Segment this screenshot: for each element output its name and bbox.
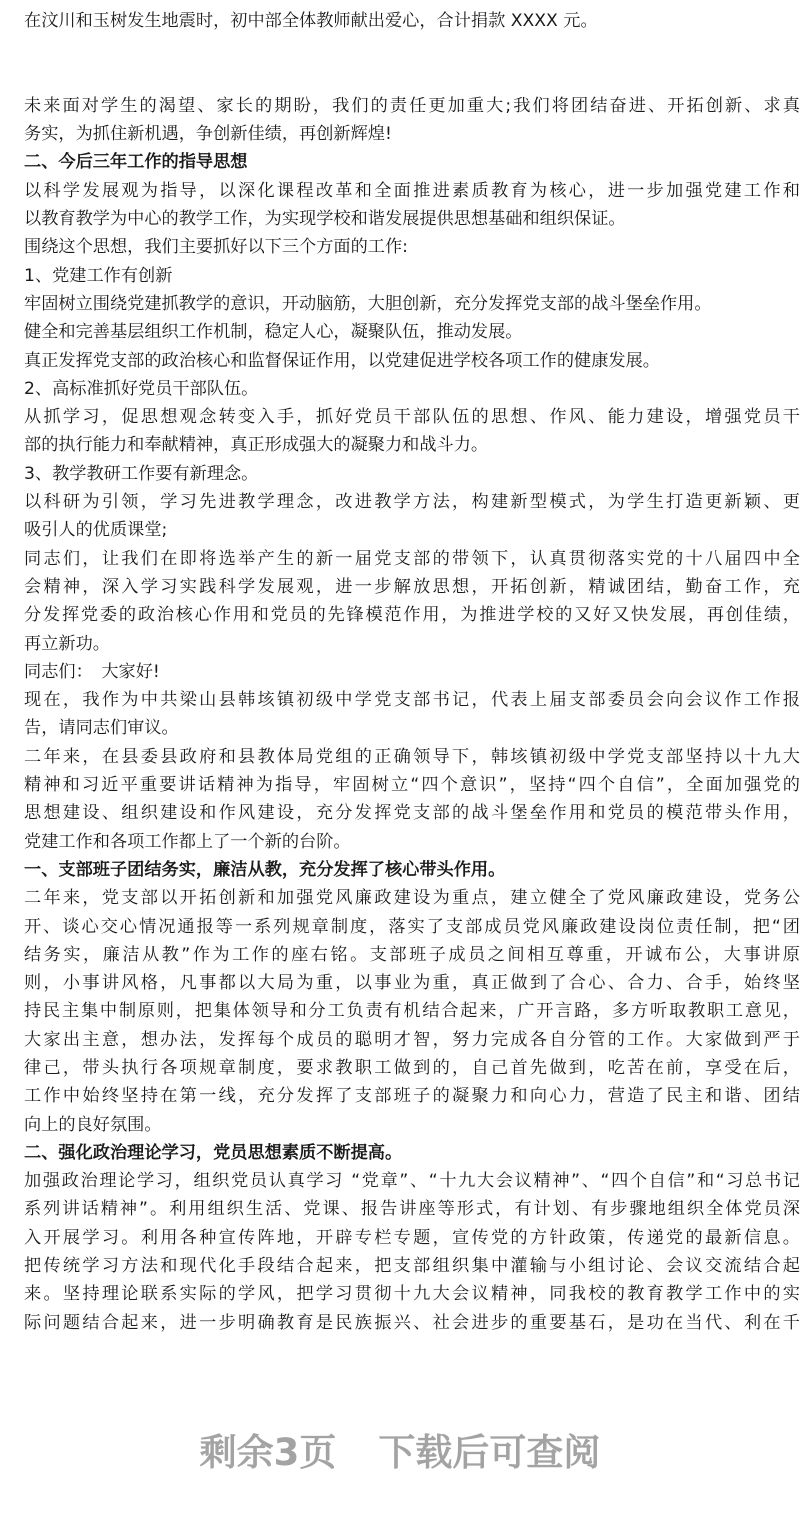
text-line: 现在，我作为中共梁山县韩垓镇初级中学党支部书记，代表上届支部委员会向会议作工作报: [24, 690, 800, 711]
text-line: 则，小事讲风格，凡事都以大局为重，以事业为重，真正做到了合心、合力、合手，始终坚: [24, 973, 800, 994]
text-line: 系列讲话精神”。利用组织生活、党课、报告讲座等形式，有计划、有步骤地组织全体党员深: [24, 1199, 800, 1220]
blank-line: [24, 35, 800, 63]
text-line: 以科研为引领，学习先进教学理念，改进教学方法，构建新型模式，为学生打造更新颖、更: [24, 492, 800, 513]
text-line: 加强政治理论学习，组织党员认真学习 “党章”、“十九大会议精神”、“四个自信”和“习总书记: [24, 1171, 800, 1192]
text-line: 1、党建工作有创新: [24, 265, 173, 286]
text-line: 健全和完善基层组织工作机制，稳定人心，凝聚队伍，推动发展。: [24, 322, 523, 343]
text-line: 从抓学习，促思想观念转变入手，抓好党员干部队伍的思想、作风、能力建设，增强党员干: [24, 407, 800, 428]
text-line: 来。坚持理论联系实际的学风，把学习贯彻十九大会议精神，同我校的教育教学工作中的实: [24, 1284, 800, 1305]
text-line: 结务实，廉洁从教”作为工作的座右铭。支部班子成员之间相互尊重，开诚布公，大事讲原: [24, 944, 800, 965]
text-line: 未来面对学生的渴望、家长的期盼，我们的责任更加重大;我们将团结奋进、开拓创新、求真: [24, 95, 800, 116]
text-line: 开、谈心交心情况通报等一系列规章制度，落实了支部成员党风廉政建设岗位责任制，把“团: [24, 916, 800, 937]
text-line: 际问题结合起来，进一步明确教育是民族振兴、社会进步的重要基石，是功在当代、利在千: [24, 1312, 800, 1333]
text-line: 再立新功。: [24, 633, 110, 654]
section-heading: 一、支部班子团结务实，廉洁从教，充分发挥了核心带头作用。: [24, 859, 506, 880]
document-body: [24, 7, 800, 1337]
download-prompt[interactable]: [0, 1422, 800, 1476]
text-line: 工作中始终坚持在第一线，充分发挥了支部班子的凝聚力和向心力，营造了民主和谐、团结: [24, 1086, 800, 1107]
text-line: 入开展学习。利用各种宣传阵地，开辟专栏专题，宣传党的方针政策，传递党的最新信息。: [24, 1227, 800, 1248]
download-to-view-label: 下载后可查阅: [378, 1431, 601, 1474]
text-line: 分发挥党委的政治核心作用和党员的先锋模范作用，为推进学校的又好又快发展，再创佳绩，: [24, 605, 800, 626]
text-line: 律己，带头执行各项规章制度，要求教职工做到的，自己首先做到，吃苦在前，享受在后，: [24, 1057, 800, 1078]
text-line: 围绕这个思想，我们主要抓好以下三个方面的工作:: [24, 237, 408, 258]
text-line: 部的执行能力和奉献精神，真正形成强大的凝聚力和战斗力。: [24, 435, 489, 456]
text-line: 会精神，深入学习实践科学发展观，进一步解放思想，开拓创新，精诚团结，勤奋工作，充: [24, 576, 800, 597]
text-line: 精神和习近平重要讲话精神为指导，牢固树立“四个意识”，坚持“四个自信”，全面加强党的: [24, 775, 800, 796]
text-line: 向上的良好氛围。: [24, 1114, 162, 1135]
remaining-pages-label: 剩余3页: [199, 1431, 337, 1474]
text-line: 二年来，党支部以开拓创新和加强党风廉政建设为重点，建立健全了党风廉政建设，党务公: [24, 888, 800, 909]
section-heading: 二、强化政治理论学习，党员思想素质不断提高。: [24, 1142, 403, 1163]
text-line: 二年来，在县委县政府和县教体局党组的正确领导下，韩垓镇初级中学党支部坚持以十九大: [24, 746, 800, 767]
blank-line: [24, 64, 800, 92]
text-line: 大家出主意，想办法，发挥每个成员的聪明才智，努力完成各自分管的工作。大家做到严于: [24, 1029, 800, 1050]
text-line: 以教育教学为中心的教学工作，为实现学校和谐发展提供思想基础和组织保证。: [24, 209, 626, 230]
text-line: 告，请同志们审议。: [24, 718, 179, 739]
text-line: 牢固树立围绕党建抓教学的意识，开动脑筋，大胆创新，充分发挥党支部的战斗堡垒作用。: [24, 293, 712, 314]
text-line: 同志们，让我们在即将选举产生的新一届党支部的带领下，认真贯彻落实党的十八届四中全: [24, 548, 800, 569]
text-line: 真正发挥党支部的政治核心和监督保证作用，以党建促进学校各项工作的健康发展。: [24, 350, 660, 371]
text-line: 把传统学习方法和现代化手段结合起来，把支部组织集中灌输与小组讨论、会议交流结合起: [24, 1256, 800, 1277]
text-line: 2、高标准抓好党员干部队伍。: [24, 378, 259, 399]
text-line: 持民主集中制原则，把集体领导和分工负责有机结合起来，广开言路，多方听取教职工意见，: [24, 1001, 800, 1022]
text-line: 思想建设、组织建设和作风建设，充分发挥党支部的战斗堡垒作用和党员的模范带头作用，: [24, 803, 800, 824]
text-line: 3、教学教研工作要有新理念。: [24, 463, 259, 484]
text-line: 吸引人的优质课堂;: [24, 520, 168, 541]
section-heading: 二、今后三年工作的指导思想: [24, 152, 248, 173]
text-line: 同志们： 大家好!: [24, 661, 160, 682]
text-line: 以科学发展观为指导，以深化课程改革和全面推进素质教育为核心，进一步加强党建工作和: [24, 180, 800, 201]
text-line: 党建工作和各项工作都上了一个新的台阶。: [24, 831, 351, 852]
text-line: 在汶川和玉树发生地震时，初中部全体教师献出爱心，合计捐款 XXXX 元。: [24, 11, 598, 31]
text-line: 务实，为抓住新机遇，争创新佳绩，再创新辉煌!: [24, 124, 392, 145]
